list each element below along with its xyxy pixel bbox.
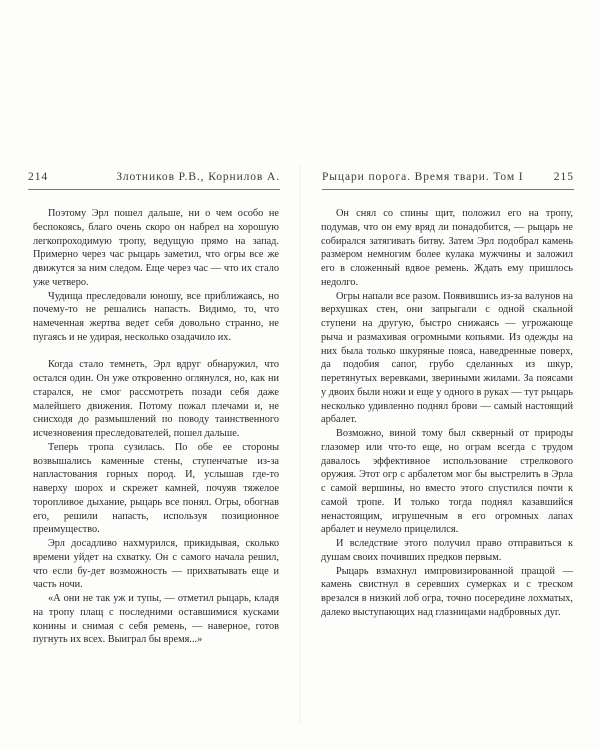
left-header-rule bbox=[28, 189, 280, 190]
right-page-body bbox=[321, 207, 573, 620]
paragraph: Возможно, виной тому был скверный от природы глазомер или что-то еще, но ограм всегда с трудом давалось эффективное использование стрелкового оружия. Этот огр с арбалетом мог бы выстрелить в Эрла с самой вершины, но вместо этого спустился почти к самой тропе. И только тогда поднял казавшийся ненастоящим, игрушечным в его огромных лапах арбалет и неумело прицелился. bbox=[321, 428, 573, 536]
right-running-header bbox=[322, 171, 574, 183]
left-running-head: Злотников Р.В., Корнилов А. bbox=[116, 171, 280, 183]
paragraph: Эрл досадливо нахмурился, прикидывая, сколько времени уйдет на схватку. Он с самого начала решил, что если бу-дет возможность — прихватывать еще и часть ночи. bbox=[33, 538, 279, 591]
right-page-number: 215 bbox=[553, 171, 574, 183]
paragraph: Огры напали все разом. Появившись из-за валунов на верхушках стен, они запрыгали с одной скальной ступени на другую, быстро снижаясь — угрожающе рыча и размахивая огромными копьями. Из одежды на них была только шкуряные пояса, наведренные поверх, да подобия сапог, грубо сделанных из шкур, перетянутых веревками, звериными жилами. За поясами у двоих были ножи и еще у одного в руках — тут рыцарь несколько удивленно поднял брови — самый настоящий арбалет. bbox=[321, 290, 573, 426]
paragraph: Он снял со спины щит, положил его на тропу, подумав, что он ему вряд ли понадобится, — рыцарь не собирался затягивать битву. Затем Эрл подобрал камень размером немногим более кулака мужчины и заложил его в сложенный вдвое ремень. Ждать ему пришлось недолго. bbox=[321, 208, 573, 288]
paragraph: Поэтому Эрл пошел дальше, ни о чем особо не беспокоясь, благо очень скоро он набрел на хорошую легкопроходимую тропу, ведущую прямо на запад. Примерно через час рыцарь заметил, что огры все же движутся за ним следом. Еще через час — что их стало уже четверо. bbox=[33, 208, 279, 288]
paragraph: Теперь тропа сузилась. По обе ее стороны возвышались каменные стены, ступенчатые из-за напластования горных пород. И, услышав где-то наверху шорох и скрежет камней, почуяв тяжелое торопливое дыхание, рыцарь все понял. Огры, обогнав его, решили напасть, используя позиционное преимущество. bbox=[33, 441, 279, 536]
paragraph: «А они не так уж и тупы, — отметил рыцарь, кладя на тропу плащ с последними оставшимися кусками конины и снимая с себя ремень, — наверное, готов пугнуть их всех. Выиграл бы время...» bbox=[33, 593, 279, 646]
left-running-header bbox=[28, 171, 280, 183]
book-gutter bbox=[299, 165, 301, 725]
right-header-rule bbox=[322, 189, 574, 190]
paragraph: И вследствие этого получил право отправиться к душам своих почивших предков первым. bbox=[321, 538, 573, 563]
paragraph: Рыцарь взмахнул импровизированной пращой — камень свистнул в серевших сумерках и с треском врезался в низкий лоб огра, точно посередине лохматых, далеко выступающих над глазницами надбровных дуг. bbox=[321, 565, 573, 618]
left-page-body bbox=[33, 207, 279, 647]
left-page-number: 214 bbox=[28, 171, 49, 183]
right-running-head: Рыцари порога. Время твари. Том I bbox=[322, 171, 524, 183]
paragraph: Когда стало темнеть, Эрл вдруг обнаружил, что остался один. Он уже откровенно оглянулся, но, как ни старался, не смог рассмотреть позади себя даже малейшего движения. Потому пожал плечами и, не снисходя до размышлений по поводу таинственного исчезновения преследователей, пошел дальше. bbox=[33, 359, 279, 439]
paragraph: Чудища преследовали юношу, все приближаясь, но почему-то не решались напасть. Видимо, то, что намеченная жертва ведет себя довольно странно, не пугаясь и не удирая, несколько озадачило их. bbox=[33, 290, 279, 343]
